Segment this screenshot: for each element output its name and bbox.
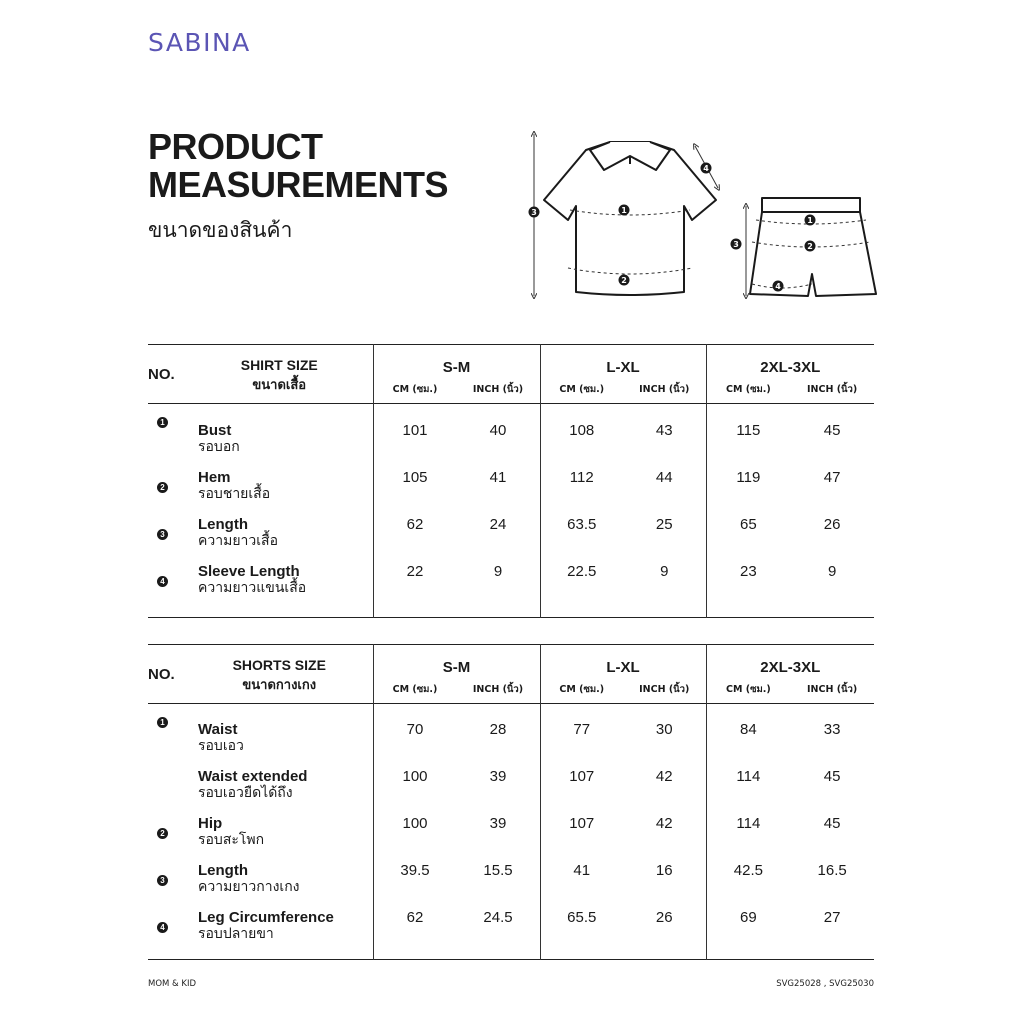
measurement-name-cell bbox=[186, 768, 373, 815]
measurement-name-cell bbox=[186, 516, 373, 563]
size-value-cell bbox=[706, 563, 874, 618]
measurement-name-th: ความยาวเสื้อ bbox=[198, 532, 278, 549]
size-group-header bbox=[706, 645, 874, 704]
shirt-marker-4-label: 4 bbox=[703, 164, 709, 173]
size-value-cell bbox=[373, 704, 540, 768]
measurement-name-th: ความยาวแขนเสื้อ bbox=[198, 579, 307, 596]
size-value-cell bbox=[373, 516, 540, 563]
measurement-name-th: รอบเอว bbox=[198, 738, 244, 754]
row-number-badge: 2 bbox=[157, 482, 168, 493]
shirt-size-table bbox=[148, 344, 874, 618]
shirt-size-label-th: ขนาดเสื้อ bbox=[252, 378, 307, 393]
shorts-marker-3-label: 3 bbox=[733, 240, 739, 249]
value-cm: 22.5 bbox=[567, 562, 597, 580]
garment-illustration bbox=[520, 120, 890, 310]
page-subtitle: ขนาดของสินค้า bbox=[148, 218, 293, 242]
size-group-label: L-XL bbox=[606, 659, 640, 676]
measurement-name-th: ความยาวกางเกง bbox=[198, 878, 300, 895]
table-row bbox=[148, 862, 874, 909]
value-cm: 114 bbox=[736, 767, 761, 785]
value-cm: 84 bbox=[740, 721, 757, 738]
measurement-name: Leg Circumference bbox=[198, 908, 334, 926]
value-cm: 63.5 bbox=[567, 515, 597, 533]
measurement-name-cell bbox=[186, 563, 373, 618]
size-value-cell bbox=[373, 862, 540, 909]
value-cm: 114 bbox=[736, 814, 761, 832]
table-row bbox=[148, 815, 874, 862]
value-inch: 42 bbox=[655, 814, 673, 832]
size-value-cell bbox=[540, 704, 706, 768]
shorts-size-table bbox=[148, 644, 874, 960]
value-cm: 65.5 bbox=[567, 908, 597, 926]
size-value-cell bbox=[373, 469, 540, 516]
value-inch: 33 bbox=[823, 721, 841, 738]
size-group-header bbox=[373, 345, 540, 404]
value-inch: 27 bbox=[823, 908, 841, 926]
size-value-cell bbox=[373, 563, 540, 618]
value-inch: 45 bbox=[823, 767, 841, 785]
size-value-cell bbox=[706, 909, 874, 960]
size-group-label: S-M bbox=[442, 659, 471, 676]
value-cm: 22 bbox=[406, 562, 424, 580]
value-cm: 39.5 bbox=[400, 861, 430, 879]
unit-inch: INCH (นิ้ว) bbox=[472, 384, 524, 395]
size-value-cell bbox=[540, 909, 706, 960]
value-inch: 26 bbox=[823, 515, 841, 533]
size-value-cell bbox=[706, 815, 874, 862]
row-marker-cell bbox=[148, 768, 186, 815]
measurement-name-cell bbox=[186, 469, 373, 516]
row-marker-cell bbox=[148, 563, 186, 618]
size-value-cell bbox=[540, 469, 706, 516]
value-inch: 42 bbox=[655, 767, 673, 785]
unit-cm: CM (ซม.) bbox=[559, 384, 605, 395]
value-cm: 62 bbox=[406, 515, 424, 533]
size-group-header bbox=[373, 645, 540, 704]
value-cm: 119 bbox=[736, 468, 761, 486]
unit-inch: INCH (นิ้ว) bbox=[472, 684, 524, 695]
measurement-name: Length bbox=[198, 861, 248, 879]
shirt-marker-2-label: 2 bbox=[621, 276, 627, 285]
brand-logo: SABINA bbox=[148, 28, 251, 57]
row-marker-cell bbox=[148, 815, 186, 862]
measurement-name: Hip bbox=[198, 814, 223, 832]
unit-inch: INCH (นิ้ว) bbox=[639, 384, 690, 395]
measurement-name-cell bbox=[186, 862, 373, 909]
value-cm: 112 bbox=[569, 468, 594, 486]
size-value-cell bbox=[540, 563, 706, 618]
shorts-size-header bbox=[186, 645, 373, 704]
measurement-name: Waist bbox=[198, 721, 238, 738]
value-cm: 100 bbox=[402, 814, 428, 832]
value-cm: 108 bbox=[569, 422, 595, 439]
row-marker-cell bbox=[148, 516, 186, 563]
table-row bbox=[148, 404, 874, 469]
value-cm: 107 bbox=[569, 814, 595, 832]
measurement-name-th: รอบปลายขา bbox=[198, 925, 274, 942]
value-cm: 115 bbox=[736, 422, 761, 439]
value-cm: 41 bbox=[573, 861, 591, 879]
shirt-marker-1-label: 1 bbox=[621, 206, 627, 215]
unit-cm: CM (ซม.) bbox=[726, 684, 771, 695]
size-group-header bbox=[540, 645, 706, 704]
size-value-cell bbox=[706, 768, 874, 815]
shirt-size-label: SHIRT SIZE bbox=[240, 357, 318, 373]
measurement-name-th: รอบสะโพก bbox=[198, 831, 265, 848]
table-row bbox=[148, 563, 874, 618]
value-inch: 24 bbox=[489, 515, 507, 533]
measurement-name-cell bbox=[186, 404, 373, 469]
size-group-label: S-M bbox=[442, 359, 471, 376]
size-value-cell bbox=[706, 862, 874, 909]
table-row bbox=[148, 909, 874, 960]
shorts-table-body bbox=[148, 704, 874, 960]
size-group-header bbox=[540, 345, 706, 404]
size-group-header bbox=[706, 345, 874, 404]
shorts-marker-4-label: 4 bbox=[775, 282, 781, 291]
row-marker-cell bbox=[148, 404, 186, 469]
value-inch: 47 bbox=[823, 468, 841, 486]
size-value-cell bbox=[373, 815, 540, 862]
shorts-marker-1-label: 1 bbox=[807, 216, 813, 225]
measurement-name-cell bbox=[186, 815, 373, 862]
measurement-name-cell bbox=[186, 704, 373, 768]
title-line-1: PRODUCT bbox=[148, 126, 323, 167]
row-marker-cell bbox=[148, 862, 186, 909]
value-cm: 100 bbox=[402, 767, 428, 785]
row-number-badge: 2 bbox=[157, 828, 168, 839]
size-value-cell bbox=[540, 815, 706, 862]
value-inch: 39 bbox=[489, 814, 507, 832]
value-cm: 105 bbox=[402, 468, 428, 486]
size-value-cell bbox=[540, 768, 706, 815]
measurement-name-th: รอบเอวยืดได้ถึง bbox=[198, 784, 293, 801]
value-cm: 62 bbox=[406, 908, 424, 926]
footer-category: MOM & KID bbox=[148, 979, 197, 989]
unit-cm: CM (ซม.) bbox=[726, 384, 771, 395]
size-value-cell bbox=[373, 768, 540, 815]
value-cm: 23 bbox=[740, 562, 757, 580]
shirt-size-header bbox=[186, 345, 373, 404]
value-inch: 41 bbox=[489, 468, 507, 486]
shirt-marker-3-label: 3 bbox=[531, 208, 537, 217]
measurement-name: Hem bbox=[198, 468, 231, 486]
size-group-label: 2XL-3XL bbox=[760, 659, 821, 676]
unit-cm: CM (ซม.) bbox=[392, 384, 438, 395]
measurement-name-cell bbox=[186, 909, 373, 960]
value-inch: 9 bbox=[827, 562, 837, 580]
value-inch: 39 bbox=[489, 767, 507, 785]
value-cm: 70 bbox=[406, 721, 424, 738]
value-cm: 101 bbox=[402, 422, 428, 439]
value-inch: 28 bbox=[489, 721, 507, 738]
row-number-badge: 3 bbox=[157, 875, 168, 886]
measurement-name-th: รอบอก bbox=[198, 439, 240, 455]
value-cm: 107 bbox=[569, 767, 595, 785]
value-inch: 24.5 bbox=[483, 908, 513, 926]
value-inch: 25 bbox=[655, 515, 673, 533]
unit-cm: CM (ซม.) bbox=[559, 684, 605, 695]
measurement-name-th: รอบชายเสื้อ bbox=[198, 485, 271, 502]
shorts-marker-2-label: 2 bbox=[807, 242, 813, 251]
row-number-badge: 4 bbox=[157, 576, 168, 587]
value-inch: 44 bbox=[655, 468, 673, 486]
measurement-name: Length bbox=[198, 515, 248, 533]
size-group-label: L-XL bbox=[606, 359, 640, 376]
row-marker-cell bbox=[148, 704, 186, 768]
measurement-name: Waist extended bbox=[198, 767, 308, 785]
table-row bbox=[148, 469, 874, 516]
value-cm: 65 bbox=[740, 515, 757, 533]
shirt-icon bbox=[544, 142, 716, 295]
value-cm: 77 bbox=[573, 721, 591, 738]
value-inch: 45 bbox=[823, 422, 841, 439]
value-inch: 15.5 bbox=[483, 861, 513, 879]
page-title bbox=[148, 128, 448, 204]
size-value-cell bbox=[706, 469, 874, 516]
row-number-badge: 1 bbox=[157, 717, 168, 728]
no-header: NO. bbox=[148, 365, 175, 383]
title-line-2: MEASUREMENTS bbox=[148, 164, 449, 205]
size-value-cell bbox=[706, 516, 874, 563]
row-number-badge: 1 bbox=[157, 417, 168, 428]
size-value-cell bbox=[373, 404, 540, 469]
size-value-cell bbox=[706, 404, 874, 469]
value-cm: 69 bbox=[740, 908, 757, 926]
row-number-badge: 4 bbox=[157, 922, 168, 933]
size-value-cell bbox=[706, 704, 874, 768]
no-header: NO. bbox=[148, 665, 175, 683]
measurement-name: Sleeve Length bbox=[198, 562, 300, 580]
unit-inch: INCH (นิ้ว) bbox=[807, 384, 858, 395]
size-value-cell bbox=[540, 404, 706, 469]
unit-inch: INCH (นิ้ว) bbox=[807, 684, 858, 695]
value-inch: 9 bbox=[660, 562, 669, 580]
shorts-size-label-th: ขนาดกางเกง bbox=[242, 678, 317, 693]
shirt-table-body bbox=[148, 404, 874, 618]
size-value-cell bbox=[540, 862, 706, 909]
measurement-name: Bust bbox=[198, 422, 232, 439]
value-inch: 16 bbox=[655, 861, 673, 879]
footer-sku: SVG25028 , SVG25030 bbox=[776, 979, 874, 989]
unit-cm: CM (ซม.) bbox=[392, 684, 438, 695]
value-cm: 42.5 bbox=[733, 861, 763, 879]
value-inch: 9 bbox=[493, 562, 503, 580]
row-number-badge: 3 bbox=[157, 529, 168, 540]
value-inch: 43 bbox=[655, 422, 673, 439]
value-inch: 26 bbox=[655, 908, 673, 926]
value-inch: 40 bbox=[489, 422, 507, 439]
size-group-label: 2XL-3XL bbox=[760, 359, 821, 376]
value-inch: 16.5 bbox=[817, 861, 847, 879]
table-row bbox=[148, 768, 874, 815]
size-value-cell bbox=[373, 909, 540, 960]
value-inch: 45 bbox=[823, 814, 841, 832]
table-row bbox=[148, 704, 874, 768]
size-value-cell bbox=[540, 516, 706, 563]
table-row bbox=[148, 516, 874, 563]
value-inch: 30 bbox=[655, 721, 673, 738]
row-marker-cell bbox=[148, 909, 186, 960]
unit-inch: INCH (นิ้ว) bbox=[639, 684, 690, 695]
row-marker-cell bbox=[148, 469, 186, 516]
shorts-size-label: SHORTS SIZE bbox=[232, 657, 326, 673]
